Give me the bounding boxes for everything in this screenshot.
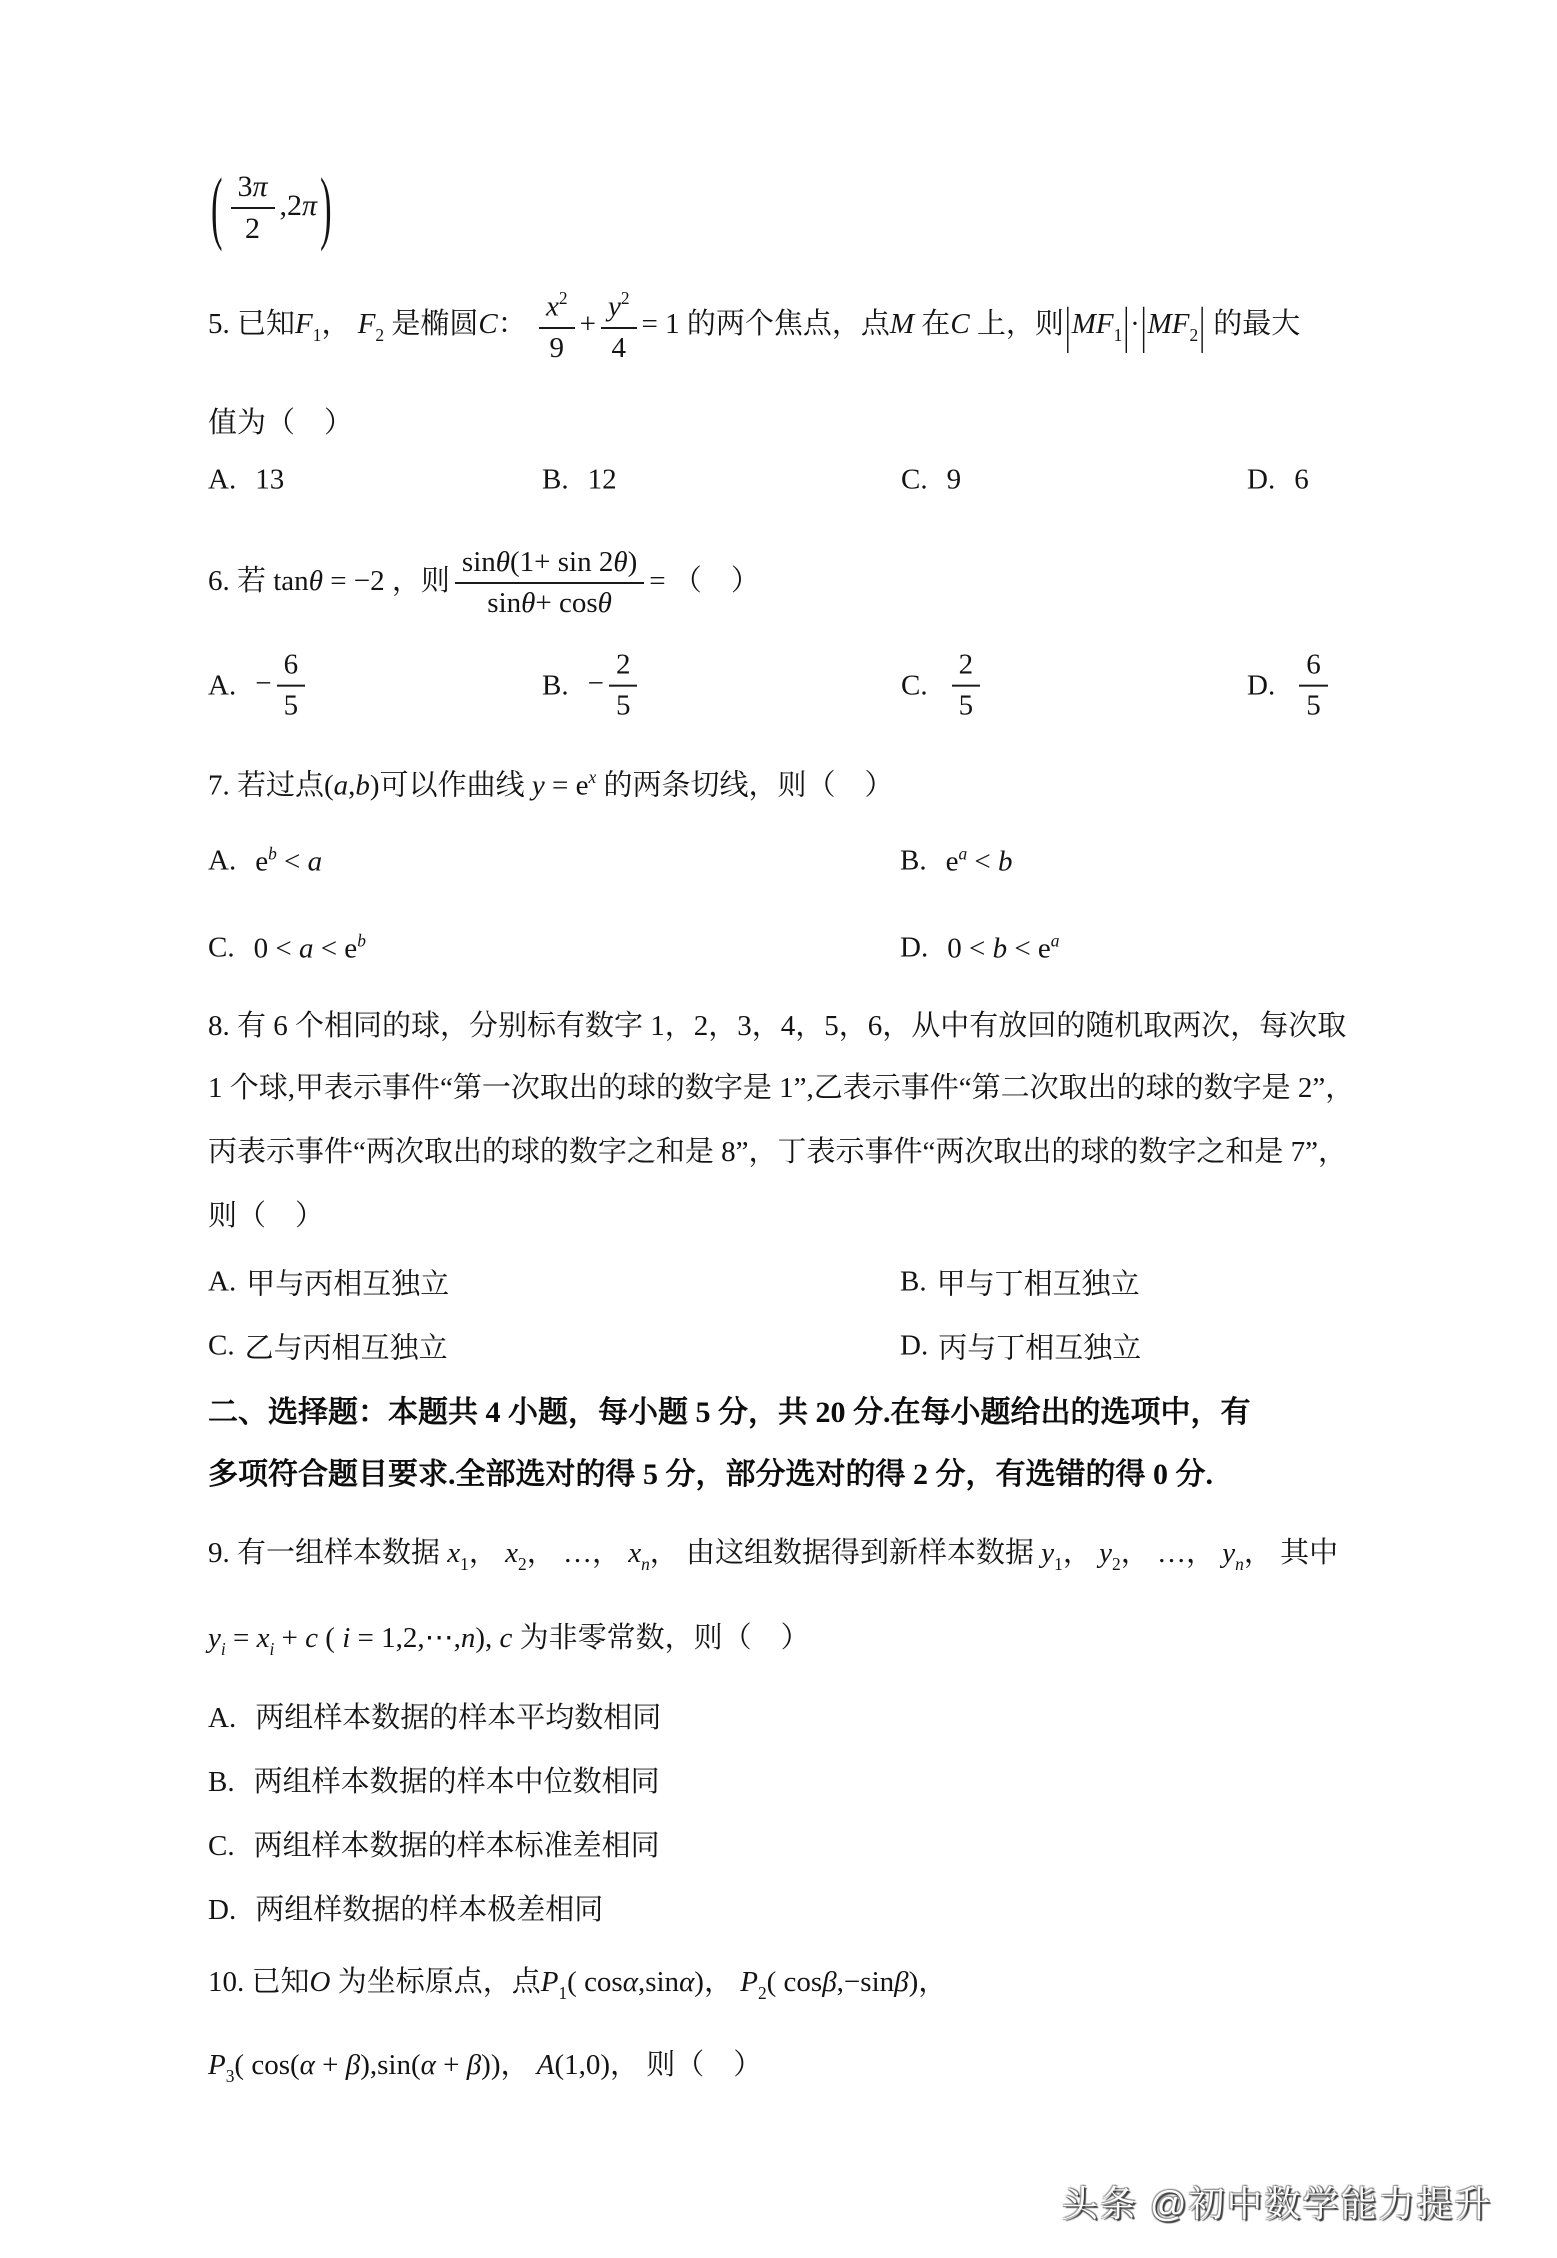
- option-value: $0 < a < e^b$: [253, 930, 366, 965]
- option-label: D.: [208, 1894, 237, 1926]
- question-7-option-a: [208, 843, 322, 878]
- question-8-line-2: 1 个球,甲表示事件“第一次取出的球的数字是 1”,乙表示事件“第二次取出的球的数字是 2”，: [208, 1072, 1355, 1104]
- question-5-options: [208, 460, 1498, 500]
- option-label: C.: [901, 463, 928, 496]
- question-10-line-2: $P_3$( cos(α + β),sin(α + β))， A(1,0)， 则（ ）: [208, 2049, 763, 2086]
- question-8-option-a: [208, 1262, 449, 1303]
- question-5-line-1: 5. 已知$F_1$， $F_2$ 是椭圆C： $\frac{x^2}{9}$ + $\frac{y^2}{4}$ = 1 的两个焦点，点M 在C 上，则$|MF_1|\cdot|MF_2|$ 的最大: [208, 287, 1301, 364]
- question-6-options: [208, 643, 1498, 729]
- question-9-line-1: 9. 有一组样本数据 $x_1$， $x_2$， …， $x_n$， 由这组数据得到新样本数据 $y_1$， $y_2$， …， $y_n$， 其中: [208, 1537, 1339, 1574]
- option-value: 两组样本数据的样本中位数相同: [253, 1766, 660, 1798]
- option-value: 12: [587, 463, 617, 496]
- question-9-option-b: [208, 1762, 660, 1802]
- question-8-line-1: 8. 有 6 个相同的球，分别标有数字 1，2，3，4，5，6，从中有放回的随机取两次，每次取: [208, 1010, 1347, 1042]
- question-6-line: 6. 若 tanθ = −2 ，则 $\frac{\sin\theta(1+ \sin 2\theta)}{\sin\theta+ \cos\theta}$ = （ ）: [208, 546, 760, 620]
- question-8-option-d: [900, 1326, 1141, 1367]
- option-value: 两组样数据的样本极差相同: [255, 1894, 604, 1926]
- option-value: 丙与丁相互独立: [938, 1332, 1142, 1365]
- question-9-option-c: [208, 1826, 660, 1866]
- option-value: $\frac{2}{5}$: [947, 649, 986, 724]
- option-value: $e^a < b$: [945, 843, 1013, 878]
- question-6-option-b: [542, 649, 642, 724]
- question-9-option-a: [208, 1698, 661, 1738]
- option-label: A.: [208, 1265, 237, 1298]
- option-label: D.: [1247, 669, 1276, 702]
- option-label: B.: [900, 1265, 927, 1298]
- section-2-header-line-1: 二、选择题：本题共 4 小题，每小题 5 分，共 20 分.在每小题给出的选项中，有: [208, 1396, 1251, 1429]
- option-value: 13: [255, 463, 285, 496]
- option-value: 9: [946, 463, 962, 496]
- question-7-option-b: [900, 843, 1013, 878]
- section-2-header-line-2: 多项符合题目要求.全部选对的得 5 分，部分选对的得 2 分，有选错的得 0 分.: [208, 1458, 1213, 1491]
- question-7-line: 7. 若过点(a,b)可以作曲线 $y = e^x$ 的两条切线，则（ ）: [208, 767, 894, 802]
- question-6-option-d: [1247, 649, 1333, 724]
- option-value: $e^b < a$: [255, 843, 323, 878]
- option-label: A.: [208, 844, 237, 877]
- question-5-option-b: [542, 464, 617, 497]
- question-5-option-a: [208, 464, 284, 497]
- interval-fragment: ( $\frac{3\pi}{2}$ ,2π): [211, 163, 332, 253]
- question-6-option-a: [208, 649, 310, 724]
- option-label: C.: [901, 669, 928, 702]
- question-5-line-2: 值为（ ）: [208, 407, 354, 439]
- question-8-options-row-2: [208, 1326, 1498, 1366]
- question-8-options-row-1: [208, 1262, 1498, 1302]
- option-value: $\frac{6}{5}$: [1294, 649, 1333, 724]
- option-value: 乙与丙相互独立: [244, 1332, 448, 1365]
- question-10-line-1: 10. 已知O 为坐标原点，点$P_1$( cosα,sinα)， $P_2$( cosβ,−sinβ)，: [208, 1966, 948, 2003]
- option-value: 甲与丙相互独立: [246, 1268, 450, 1301]
- option-value: 甲与丁相互独立: [936, 1268, 1140, 1301]
- question-8-option-c: [208, 1326, 448, 1367]
- question-7-options-row-1: [208, 838, 1498, 884]
- option-label: D.: [1247, 463, 1276, 496]
- option-label: A.: [208, 669, 237, 702]
- option-label: B.: [542, 669, 569, 702]
- option-value: $0 < b < e^a$: [947, 930, 1060, 965]
- question-7-option-d: [900, 930, 1060, 965]
- option-label: B.: [900, 844, 927, 877]
- option-value: 两组样本数据的样本标准差相同: [253, 1830, 660, 1862]
- question-5-option-d: [1247, 464, 1309, 497]
- question-8-line-3: 丙表示事件“两次取出的球的数字之和是 8”，丁表示事件“两次取出的球的数字之和是 7”，: [208, 1136, 1347, 1168]
- question-6-option-c: [901, 649, 985, 724]
- question-8-option-b: [900, 1262, 1140, 1303]
- option-value: − $\frac{6}{5}$: [255, 649, 310, 724]
- option-label: A.: [208, 1702, 237, 1734]
- option-label: A.: [208, 463, 237, 496]
- option-label: C.: [208, 1830, 235, 1862]
- question-9-line-2: $y_i = x_i + c$ ( i = 1,2,⋯,n), c 为非零常数，则（ ）: [208, 1622, 810, 1659]
- option-value: 两组样本数据的样本平均数相同: [255, 1702, 662, 1734]
- option-label: D.: [900, 1329, 929, 1362]
- option-value: − $\frac{2}{5}$: [588, 649, 643, 724]
- question-7-option-c: [208, 930, 366, 965]
- option-label: D.: [900, 931, 929, 964]
- question-8-line-4: 则（ ）: [208, 1200, 325, 1232]
- option-label: B.: [208, 1766, 235, 1798]
- question-7-options-row-2: [208, 925, 1498, 971]
- toutiao-watermark: 头条 @初中数学能力提升: [1062, 2183, 1493, 2224]
- option-value: 6: [1294, 463, 1309, 496]
- option-label: C.: [208, 931, 235, 964]
- question-9-option-d: [208, 1890, 603, 1930]
- question-5-option-c: [901, 464, 961, 497]
- option-label: B.: [542, 463, 569, 496]
- option-label: C.: [208, 1329, 235, 1362]
